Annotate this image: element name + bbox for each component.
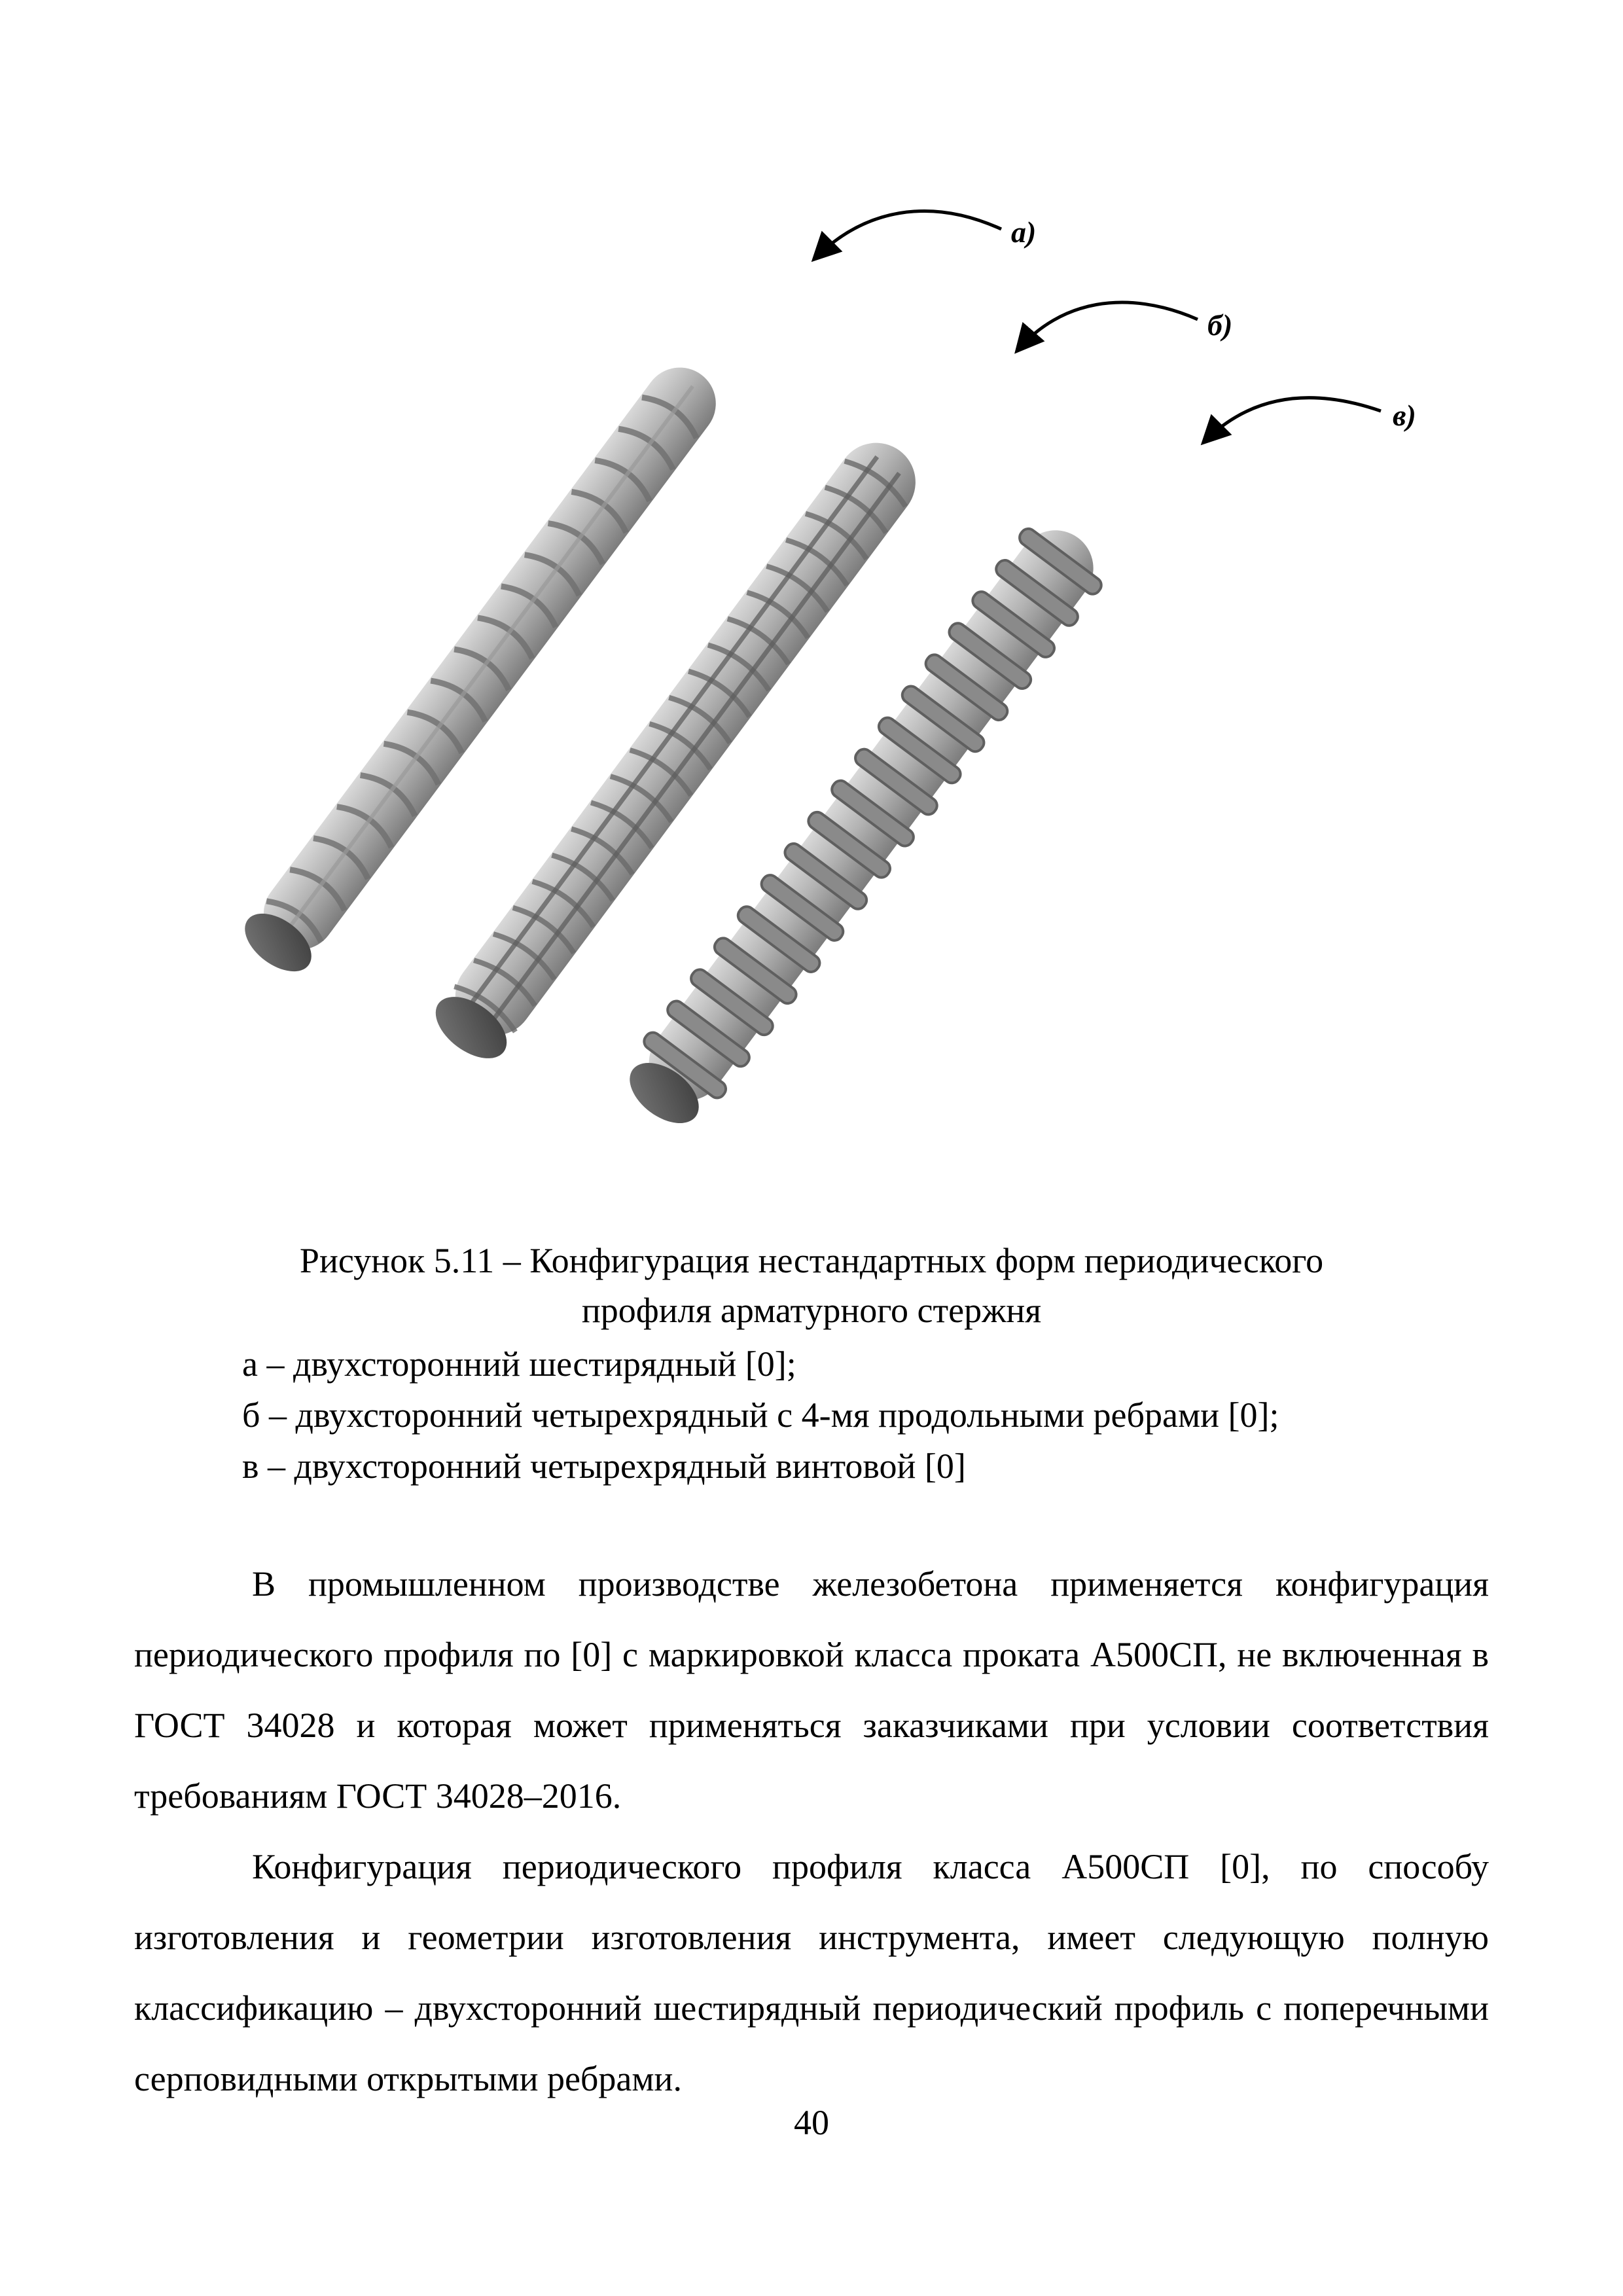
body-paragraph-2: Конфигурация периодического профиля класса А500СП [0], по способу изготовления и геометрии изготовления инструмента, имеет следующую полную классификацию – двухсторонний шестирядный периодический профиль с поперечными серповидными открытыми ребрами. [134,1847,1489,2098]
arrow-b [1018,302,1198,350]
label-c: в) [1393,399,1416,432]
rebar-b [425,427,933,1071]
label-b: б) [1207,308,1233,342]
figure-caption [196,1236,1427,1335]
caption-line-2: профиля арматурного стержня [581,1291,1042,1330]
rebar-c [611,509,1116,1141]
rebar-a [234,352,732,983]
arrow-a [815,211,1001,259]
legend-item-c: в – двухсторонний четырехрядный винтовой [0] [242,1446,966,1486]
label-a: а) [1011,215,1037,249]
legend-item-a: а – двухсторонний шестирядный [0]; [242,1344,796,1384]
caption-line-1: Рисунок 5.11 – Конфигурация нестандартных форм периодического [299,1241,1324,1280]
body-paragraph-1: В промышленном производстве железобетона применяется конфигурация периодического профиля по [0] с маркировкой класса проката А500СП, не включенная в ГОСТ 34028 и которая может применяться заказчиками при условии соответствия требованиям ГОСТ 34028–2016. [134,1564,1489,1816]
page-number: 40 [794,2103,829,2142]
arrow-c [1204,398,1381,442]
figure-legend [242,1338,1486,1492]
legend-item-b: б – двухсторонний четырехрядный с 4-мя продольными ребрами [0]; [242,1395,1279,1435]
